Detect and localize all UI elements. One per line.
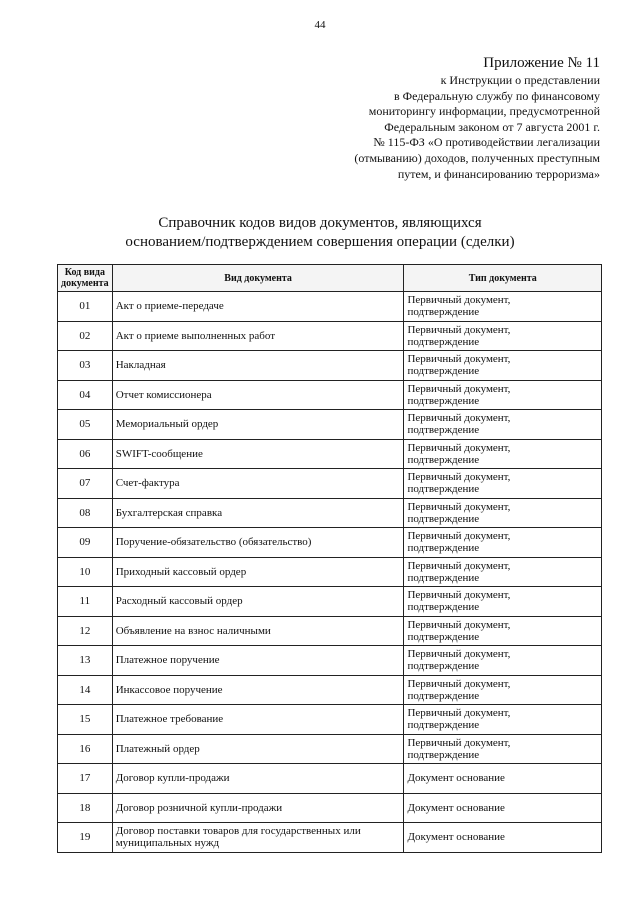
cell-document-name: Счет-фактура — [112, 469, 404, 499]
cell-type-line: Первичный документ, — [407, 382, 511, 395]
table-row — [58, 616, 602, 646]
table-row — [58, 410, 602, 440]
cell-type-line: подтверждение — [407, 542, 480, 555]
cell-document-name: Договор розничной купли-продажи — [112, 793, 404, 823]
cell-code: 11 — [58, 587, 113, 617]
table-row — [58, 321, 602, 351]
cell-document-name: Акт о приеме-передаче — [112, 292, 404, 322]
cell-type-line: подтверждение — [407, 512, 480, 525]
cell-type-line: подтверждение — [407, 660, 480, 673]
cell-document-type — [404, 734, 602, 764]
header-name: Вид документа — [112, 265, 404, 292]
cell-type-line: Первичный документ, — [407, 441, 511, 454]
table-body — [58, 292, 602, 853]
cell-document-name: Приходный кассовый ордер — [112, 557, 404, 587]
cell-type-line: подтверждение — [407, 601, 480, 614]
cell-code: 14 — [58, 675, 113, 705]
appendix-title: Приложение № 11 — [483, 55, 600, 71]
document-codes-table — [57, 264, 602, 853]
cell-code: 01 — [58, 292, 113, 322]
cell-code: 02 — [58, 321, 113, 351]
cell-document-type — [404, 528, 602, 558]
appendix-block — [260, 54, 600, 182]
cell-document-type — [404, 498, 602, 528]
cell-type-line: подтверждение — [407, 365, 480, 378]
appendix-line: Федеральным законом от 7 августа 2001 г. — [384, 119, 600, 134]
cell-type-line: подтверждение — [407, 424, 480, 437]
document-title — [0, 214, 640, 252]
cell-type-line: Документ основание — [407, 801, 505, 814]
appendix-line: мониторингу информации, предусмотренной — [368, 104, 600, 119]
cell-code: 08 — [58, 498, 113, 528]
cell-code: 13 — [58, 646, 113, 676]
table-row — [58, 498, 602, 528]
table-row — [58, 587, 602, 617]
cell-document-type — [404, 410, 602, 440]
cell-document-type — [404, 469, 602, 499]
cell-document-name: SWIFT-сообщение — [112, 439, 404, 469]
cell-document-type — [404, 292, 602, 322]
appendix-line: № 115-ФЗ «О противодействии легализации — [373, 135, 600, 150]
cell-code: 12 — [58, 616, 113, 646]
appendix-line: путем, и финансированию терроризма» — [397, 166, 600, 181]
cell-document-name: Объявление на взнос наличными — [112, 616, 404, 646]
table-row — [58, 557, 602, 587]
header-code — [58, 265, 113, 292]
cell-document-type — [404, 321, 602, 351]
header-type: Тип документа — [404, 265, 602, 292]
cell-type-line: подтверждение — [407, 571, 480, 584]
cell-type-line: Первичный документ, — [407, 471, 511, 484]
cell-type-line: подтверждение — [407, 453, 480, 466]
cell-type-line: Документ основание — [407, 831, 505, 844]
table-row — [58, 439, 602, 469]
table-header-row — [58, 265, 602, 292]
cell-document-type — [404, 675, 602, 705]
cell-document-type — [404, 646, 602, 676]
cell-type-line: Первичный документ, — [407, 648, 511, 661]
table-row — [58, 793, 602, 823]
table-row — [58, 380, 602, 410]
cell-type-line: Первичный документ, — [407, 294, 511, 307]
cell-type-line: подтверждение — [407, 335, 480, 348]
cell-type-line: подтверждение — [407, 630, 480, 643]
table-row — [58, 675, 602, 705]
cell-document-type — [404, 705, 602, 735]
table-row — [58, 528, 602, 558]
header-code-line: документа — [61, 278, 109, 289]
appendix-line: (отмыванию) доходов, полученных преступным — [354, 150, 600, 165]
cell-code: 15 — [58, 705, 113, 735]
cell-type-line: Первичный документ, — [407, 412, 511, 425]
table-row — [58, 646, 602, 676]
cell-document-type — [404, 616, 602, 646]
appendix-line: в Федеральную службу по финансовому — [393, 88, 600, 103]
cell-code: 05 — [58, 410, 113, 440]
cell-document-name: Поручение-обязательство (обязательство) — [112, 528, 404, 558]
cell-document-name: Акт о приеме выполненных работ — [112, 321, 404, 351]
header-code-line: Код вида — [64, 267, 105, 278]
cell-type-line: подтверждение — [407, 306, 480, 319]
cell-type-line: Первичный документ, — [407, 353, 511, 366]
document-title-line: Справочник кодов видов документов, являющихся — [158, 215, 482, 231]
cell-document-type — [404, 793, 602, 823]
document-title-line: основанием/подтверждением совершения операции (сделки) — [125, 234, 515, 250]
cell-type-line: Документ основание — [407, 772, 505, 785]
cell-type-line: подтверждение — [407, 689, 480, 702]
cell-code: 18 — [58, 793, 113, 823]
cell-type-line: подтверждение — [407, 483, 480, 496]
cell-code: 06 — [58, 439, 113, 469]
cell-document-type — [404, 764, 602, 794]
cell-type-line: Первичный документ, — [407, 707, 511, 720]
cell-code: 17 — [58, 764, 113, 794]
cell-type-line: подтверждение — [407, 719, 480, 732]
cell-code: 09 — [58, 528, 113, 558]
cell-document-type — [404, 557, 602, 587]
cell-code: 03 — [58, 351, 113, 381]
cell-code: 19 — [58, 823, 113, 853]
page-number: 44 — [314, 19, 326, 31]
cell-document-name: Платежное поручение — [112, 646, 404, 676]
cell-document-type — [404, 439, 602, 469]
cell-document-type — [404, 823, 602, 853]
cell-document-name: Расходный кассовый ордер — [112, 587, 404, 617]
cell-document-name: Бухгалтерская справка — [112, 498, 404, 528]
appendix-line: к Инструкции о представлении — [440, 73, 600, 87]
cell-document-name: Платежный ордер — [112, 734, 404, 764]
cell-type-line: Первичный документ, — [407, 530, 511, 543]
cell-document-name: Накладная — [112, 351, 404, 381]
cell-type-line: Первичный документ, — [407, 500, 511, 513]
cell-document-type — [404, 380, 602, 410]
cell-type-line: Первичный документ, — [407, 736, 511, 749]
table-row — [58, 764, 602, 794]
cell-document-type — [404, 587, 602, 617]
table-row — [58, 351, 602, 381]
table-row — [58, 469, 602, 499]
cell-document-name: Договор поставки товаров для государственных или муниципальных нужд — [112, 823, 404, 853]
cell-document-name: Договор купли-продажи — [112, 764, 404, 794]
cell-document-name: Инкассовое поручение — [112, 675, 404, 705]
table-row — [58, 705, 602, 735]
cell-document-name: Платежное требование — [112, 705, 404, 735]
table-row — [58, 734, 602, 764]
cell-code: 10 — [58, 557, 113, 587]
cell-document-type — [404, 351, 602, 381]
cell-document-name: Отчет комиссионера — [112, 380, 404, 410]
table-row — [58, 823, 602, 853]
cell-type-line: Первичный документ, — [407, 323, 511, 336]
cell-type-line: подтверждение — [407, 748, 480, 761]
cell-type-line: Первичный документ, — [407, 677, 511, 690]
cell-type-line: подтверждение — [407, 394, 480, 407]
cell-type-line: Первичный документ, — [407, 559, 511, 572]
cell-type-line: Первичный документ, — [407, 618, 511, 631]
cell-code: 04 — [58, 380, 113, 410]
cell-code: 16 — [58, 734, 113, 764]
table-row — [58, 292, 602, 322]
cell-document-name: Мемориальный ордер — [112, 410, 404, 440]
cell-type-line: Первичный документ, — [407, 589, 511, 602]
cell-code: 07 — [58, 469, 113, 499]
